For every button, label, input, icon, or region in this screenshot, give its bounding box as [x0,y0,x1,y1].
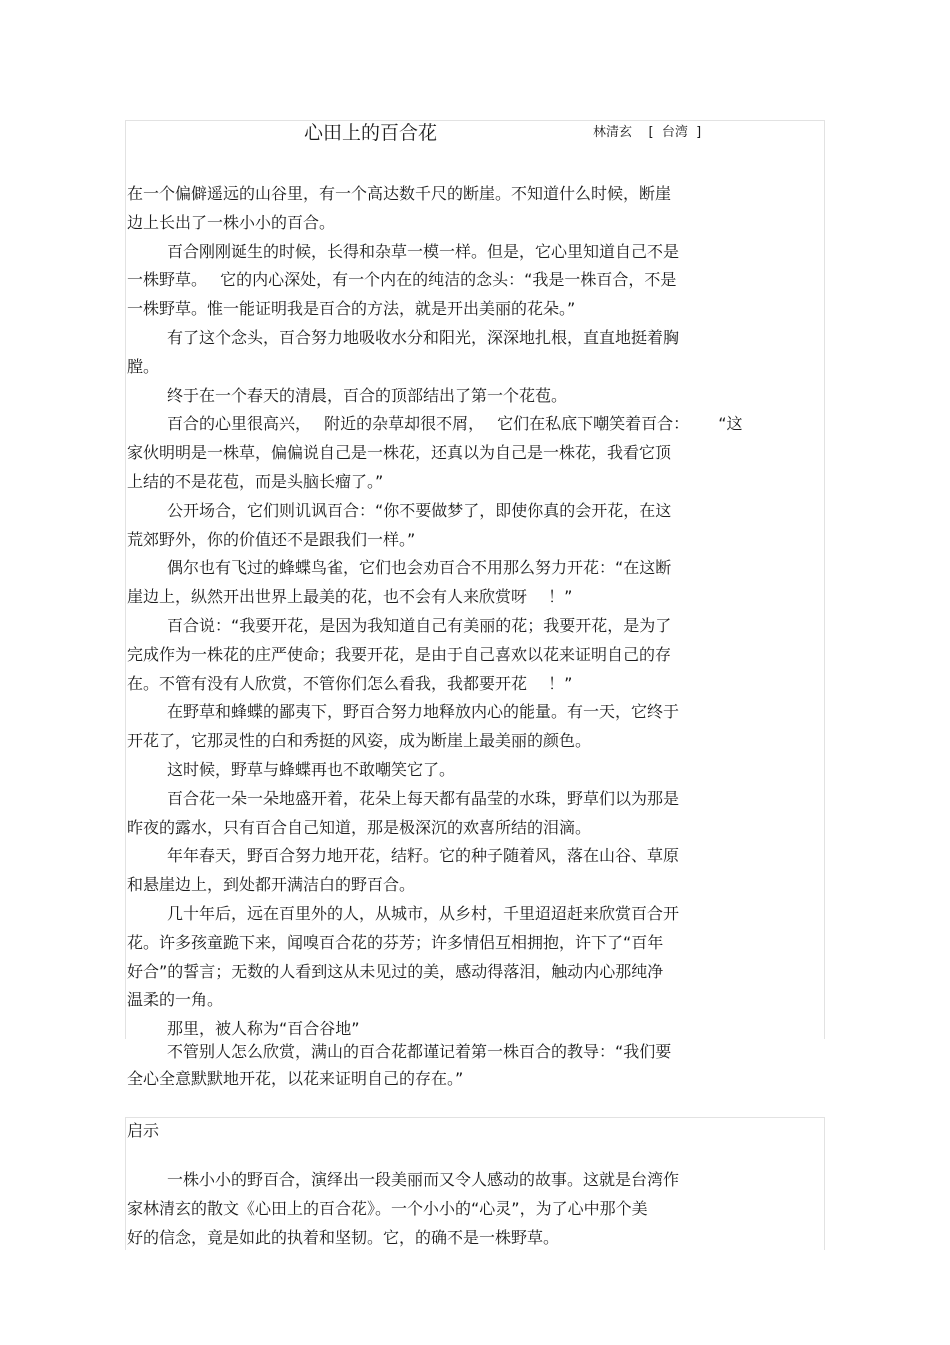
text-line: 在野草和蜂蝶的鄙夷下，野百合努力地释放内心的能量。有一天，它终于 [167,702,680,722]
text-line: 偶尔也有飞过的蜂蝶鸟雀，它们也会劝百合不用那么努力开花：“在这断 [167,558,672,578]
text-line: 好的信念，竟是如此的执着和坚韧。它，的确不是一株野草。 [127,1227,560,1247]
text-line: 在一个偏僻遥远的山谷里，有一个高达数千尺的断崖。不知道什么时候，断崖 [127,184,672,203]
text-line: 温柔的一角。 [127,990,224,1010]
text-line: 那里，被人称为“百合谷地” [167,1019,360,1039]
text-line: 百合的心里很高兴， 附近的杂草却很不屑， 它们在私底下嘲笑着百合： “这 [167,414,743,434]
text-line: 在。不管有没有人欣赏，不管你们怎么看我，我都要开花 ！” [127,673,573,693]
text-line: 有了这个念头，百合努力地吸收水分和阳光，深深地扎根，直直地挺着胸 [167,327,680,347]
story-body [127,180,827,1044]
author-byline: 林清玄 [ 台湾 ] [593,125,702,140]
text-line: 花。许多孩童跪下来，闻嗅百合花的芬芳；许多情侣互相拥抱，许下了“百年 [127,932,664,952]
text-line: 终于在一个春天的清晨，百合的顶部结出了第一个花苞。 [167,385,568,405]
text-line: 家伙明明是一株草，偏偏说自己是一株花，还真以为自己是一株花，我看它顶 [127,443,672,463]
text-line: 几十年后，远在百里外的人，从城市，从乡村，千里迢迢赶来欣赏百合开 [167,903,680,923]
text-line: 全心全意默默地开花，以花来证明自己的存在。” [127,1069,464,1088]
text-line: 崖边上，纵然开出世界上最美的花，也不会有人来欣赏呀 ！” [127,587,573,607]
text-line: 膛。 [127,356,160,376]
text-line: 昨夜的露水，只有百合自己知道，那是极深沉的欢喜所结的泪滴。 [127,817,592,837]
text-line: 边上长出了一株小小的百合。 [127,212,336,232]
text-line: 年年春天，野百合努力地开花，结籽。它的种子随着风，落在山谷、草原 [167,846,680,866]
text-line: 荒郊野外，你的价值还不是跟我们一样。” [127,529,416,549]
text-line: 百合说：“我要开花，是因为我知道自己有美丽的花；我要开花，是为了 [167,615,672,635]
story-closing [127,1038,827,1092]
text-line: 这时候，野草与蜂蝶再也不敢嘲笑它了。 [167,759,456,779]
text-line: 不管别人怎么欣赏，满山的百合花都谨记着第一株百合的教导：“我们要 [167,1042,672,1061]
text-line: 和悬崖边上，到处都开满洁白的野百合。 [127,875,416,895]
text-line: 百合刚刚诞生的时候，长得和杂草一模一样。但是，它心里知道自己不是 [167,241,680,261]
text-line: 开花了，它那灵性的白和秀挺的风姿，成为断崖上最美丽的颜色。 [127,731,592,751]
insight-body [127,1166,827,1252]
text-line: 公开场合，它们则讥讽百合：“你不要做梦了，即使你真的会开花，在这 [167,500,672,520]
text-line: 百合花一朵一朵地盛开着，花朵上每天都有晶莹的水珠，野草们以为那是 [167,788,680,808]
article-title: 心田上的百合花 [304,122,438,144]
text-line: 家林清玄的散文《心田上的百合花》。一个小小的“心灵”，为了心中那个美 [127,1198,648,1218]
text-line: 一株野草。惟一能证明我是百合的方法，就是开出美丽的花朵。” [127,299,576,319]
text-line: 一株小小的野百合，演绎出一段美丽而又令人感动的故事。这就是台湾作 [167,1170,680,1189]
insight-heading: 启示 [127,1121,160,1140]
text-line: 一株野草。 它的内心深处，有一个内在的纯洁的念头：“我是一株百合，不是 [127,270,677,290]
text-line: 完成作为一株花的庄严使命；我要开花，是由于自己喜欢以花来证明自己的存 [127,644,672,664]
text-line: 好合”的誓言；无数的人看到这从未见过的美，感动得落泪，触动内心那纯净 [127,961,664,981]
text-line: 上结的不是花苞，而是头脑长瘤了。” [127,471,384,491]
